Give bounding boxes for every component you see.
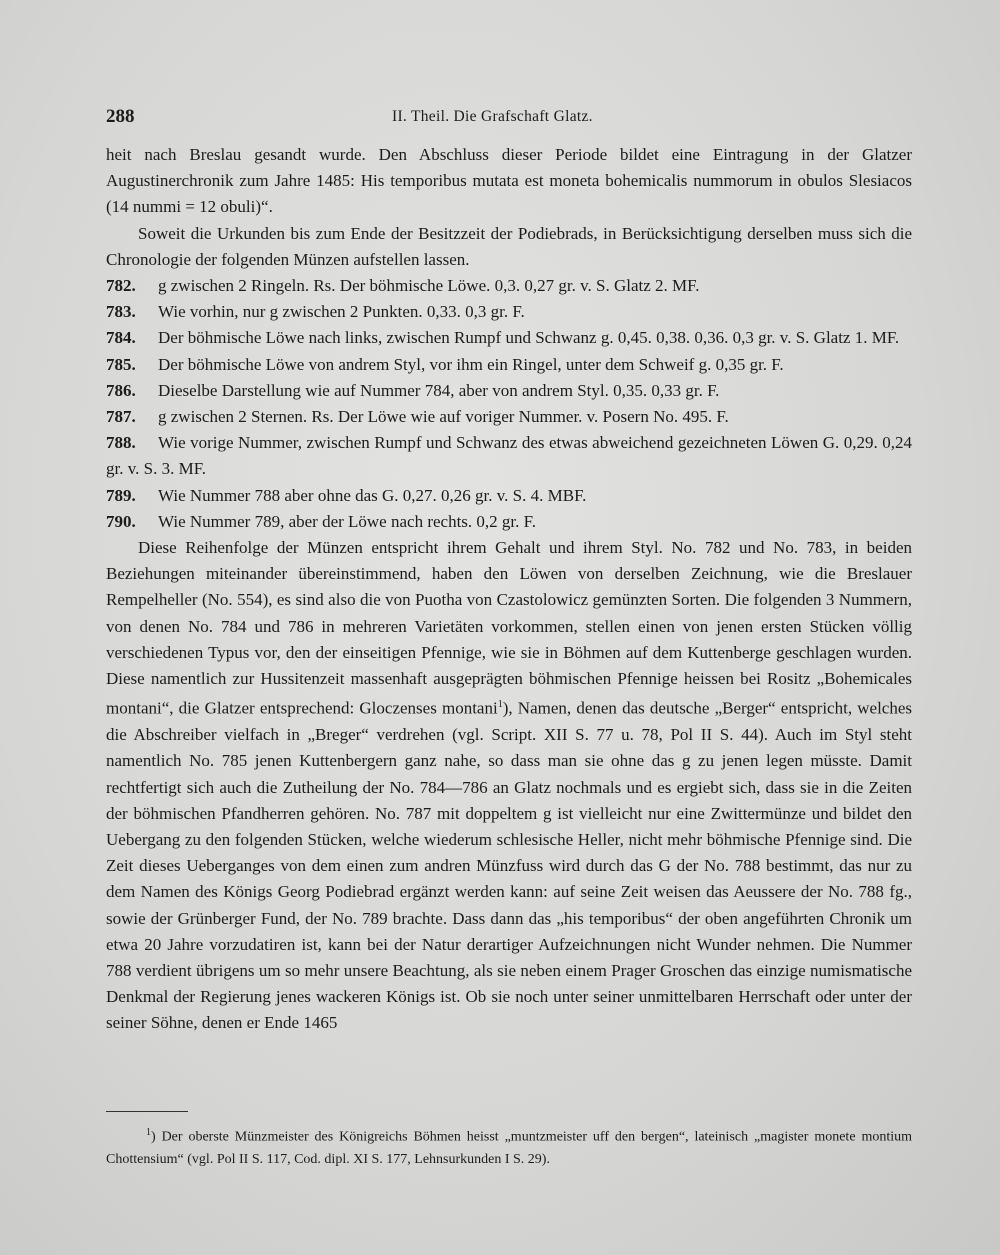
footnote-divider: [106, 1111, 188, 1112]
entry-number: 786.: [106, 380, 136, 400]
entry-number: 783.: [106, 302, 136, 322]
entry-text: g zwischen 2 Sternen. Rs. Der Löwe wie auf voriger Nummer. v. Posern No. 495. F.: [158, 407, 729, 427]
catalogue-entry: [106, 325, 912, 351]
catalogue-entry: [106, 483, 912, 509]
paragraph: Soweit die Urkunden bis zum Ende der Besitzzeit der Podiebrads, in Berücksichtigung derselben muss sich die Chronologie der folgenden Münzen aufstellen lassen.: [106, 223, 912, 269]
page-header: [106, 106, 912, 130]
paragraph: [106, 535, 912, 1037]
entry-text: Dieselbe Darstellung wie auf Nummer 784, aber von andrem Styl. 0,35. 0,33 gr. F.: [158, 380, 720, 400]
entry-text: g zwischen 2 Ringeln. Rs. Der böhmische Löwe. 0,3. 0,27 gr. v. S. Glatz 2. MF.: [158, 276, 700, 296]
paragraph-text: ), Namen, denen das deutsche „Berger“ entspricht, welches die Abschreiber vielfach in „Breger“ verdrehen (vgl. Script. XII S. 77 u. 78, Pol II S. 44). Auch im Styl steht namentlich No. 785 jenen Kuttenbergern ganz nahe, so dass man sie ohne das g zu jenen legen müsste. Damit rechtfertigt sich auch die Zutheilung der No. 784—786 an Glatz nochmals und es ergiebt sich, dass sie in die Zeiten der böhmischen Pfandherren gehören. No. 787 mit doppeltem g ist vielleicht nur eine Zwittermünze und bildet den Uebergang zu den folgenden Stücken, welche wiederum schlesische Heller, nicht mehr böhmische Pfennige sind. Die Zeit dieses Ueberganges von dem einen zum andren Münzfuss wird durch das G der No. 788 bestimmt, das nur zu dem Namen des Königs Georg Podiebrad ergänzt werden kann: auf seine Zeit weisen das Aeussere der No. 788 fg., sowie der Grünberger Fund, der No. 789 brachte. Dass dann das „his temporibus“ der oben angeführten Chronik um etwa 20 Jahre vorzudatiren ist, kann bei der Natur derartiger Aufzeichnungen nicht Wunder nehmen. Die Nummer 788 verdient übrigens um so mehr unsere Beachtung, als sie neben einem Prager Groschen das einzige numismatische Denkmal der Regierung jenes wackeren Königs ist. Ob sie noch unter seiner unmittelbaren Herrschaft oder unter der seiner Söhne, denen er Ende 1465: [106, 698, 912, 1033]
paragraph: heit nach Breslau gesandt wurde. Den Abschluss dieser Periode bildet eine Eintragung in der Glatzer Augustinerchronik zum Jahre 1485: His temporibus mutata est moneta bohemicalis nummorum in obulos Slesiacos (14 nummi = 12 obuli)“.: [106, 145, 912, 217]
footnote: [106, 1122, 912, 1171]
entry-number: 787.: [106, 407, 136, 427]
footnote-text: ) Der oberste Münzmeister des Königreichs Böhmen heisst „muntzmeister uff den bergen“, lateinisch „magister monete montium Chottensium“ (vgl. Pol II S. 117, Cod. dipl. XI S. 177, Lehnsurkunden I S. 29).: [106, 1129, 912, 1167]
running-head: II. Theil. Die Grafschaft Glatz.: [392, 108, 593, 125]
entry-text: Wie vorhin, nur g zwischen 2 Punkten. 0,33. 0,3 gr. F.: [158, 302, 525, 322]
footnote-reference: 1: [497, 699, 503, 711]
entry-number: 782.: [106, 276, 136, 296]
catalogue-entry: [106, 352, 912, 378]
entry-number: 788.: [106, 433, 136, 453]
catalogue-entry: [106, 404, 912, 430]
catalogue-entry: [106, 273, 912, 299]
catalogue-entry: [106, 378, 912, 404]
entry-number: 789.: [106, 485, 136, 505]
entry-text: Der böhmische Löwe von andrem Styl, vor ihm ein Ringel, unter dem Schweif g. 0,35 gr. F.: [158, 354, 784, 374]
entry-number: 790.: [106, 511, 136, 531]
entry-number: 784.: [106, 328, 136, 348]
entry-text: Der böhmische Löwe nach links, zwischen Rumpf und Schwanz g. 0,45. 0,38. 0,36. 0,3 gr. v. S. Glatz 1. MF.: [158, 328, 900, 348]
page-number: 288: [106, 106, 135, 127]
entry-text: Wie Nummer 788 aber ohne das G. 0,27. 0,26 gr. v. S. 4. MBF.: [158, 485, 587, 505]
catalogue-entry: [106, 299, 912, 325]
paragraph-text: Diese Reihenfolge der Münzen entspricht ihrem Gehalt und ihrem Styl. No. 782 und No. 783, in beiden Beziehungen miteinander übereinstimmend, haben den Löwen von derselben Zeichnung, wie die Breslauer Rempelheller (No. 554), es sind also die von Puotha von Czastolowicz gemünzten Sorten. Die folgenden 3 Nummern, von denen No. 784 und 786 in mehreren Varietäten vorkommen, stellen einen von jenen ersten Stücken völlig verschiedenen Typus vor, den der einseitigen Pfennige, wie sie in Böhmen auf dem Kuttenberge geschlagen wurden. Diese namentlich zur Hussitenzeit massenhaft ausgeprägten böhmischen Pfennige heissen bei Rositz „Bohemicales montani“, die Glatzer entsprechend: Gloczenses montani: [106, 538, 912, 718]
main-text: [106, 142, 912, 1037]
entry-text: Wie Nummer 789, aber der Löwe nach rechts. 0,2 gr. F.: [158, 511, 536, 531]
footnote-marker: 1: [146, 1127, 151, 1138]
entry-text: Wie vorige Nummer, zwischen Rumpf und Schwanz des etwas abweichend gezeichneten Löwen G. 0,29. 0,24 gr. v. S. 3. MF.: [106, 433, 912, 479]
entry-number: 785.: [106, 354, 136, 374]
catalogue-entry: [106, 509, 912, 535]
coin-catalogue-list: [106, 273, 912, 535]
catalogue-entry: [106, 430, 912, 482]
